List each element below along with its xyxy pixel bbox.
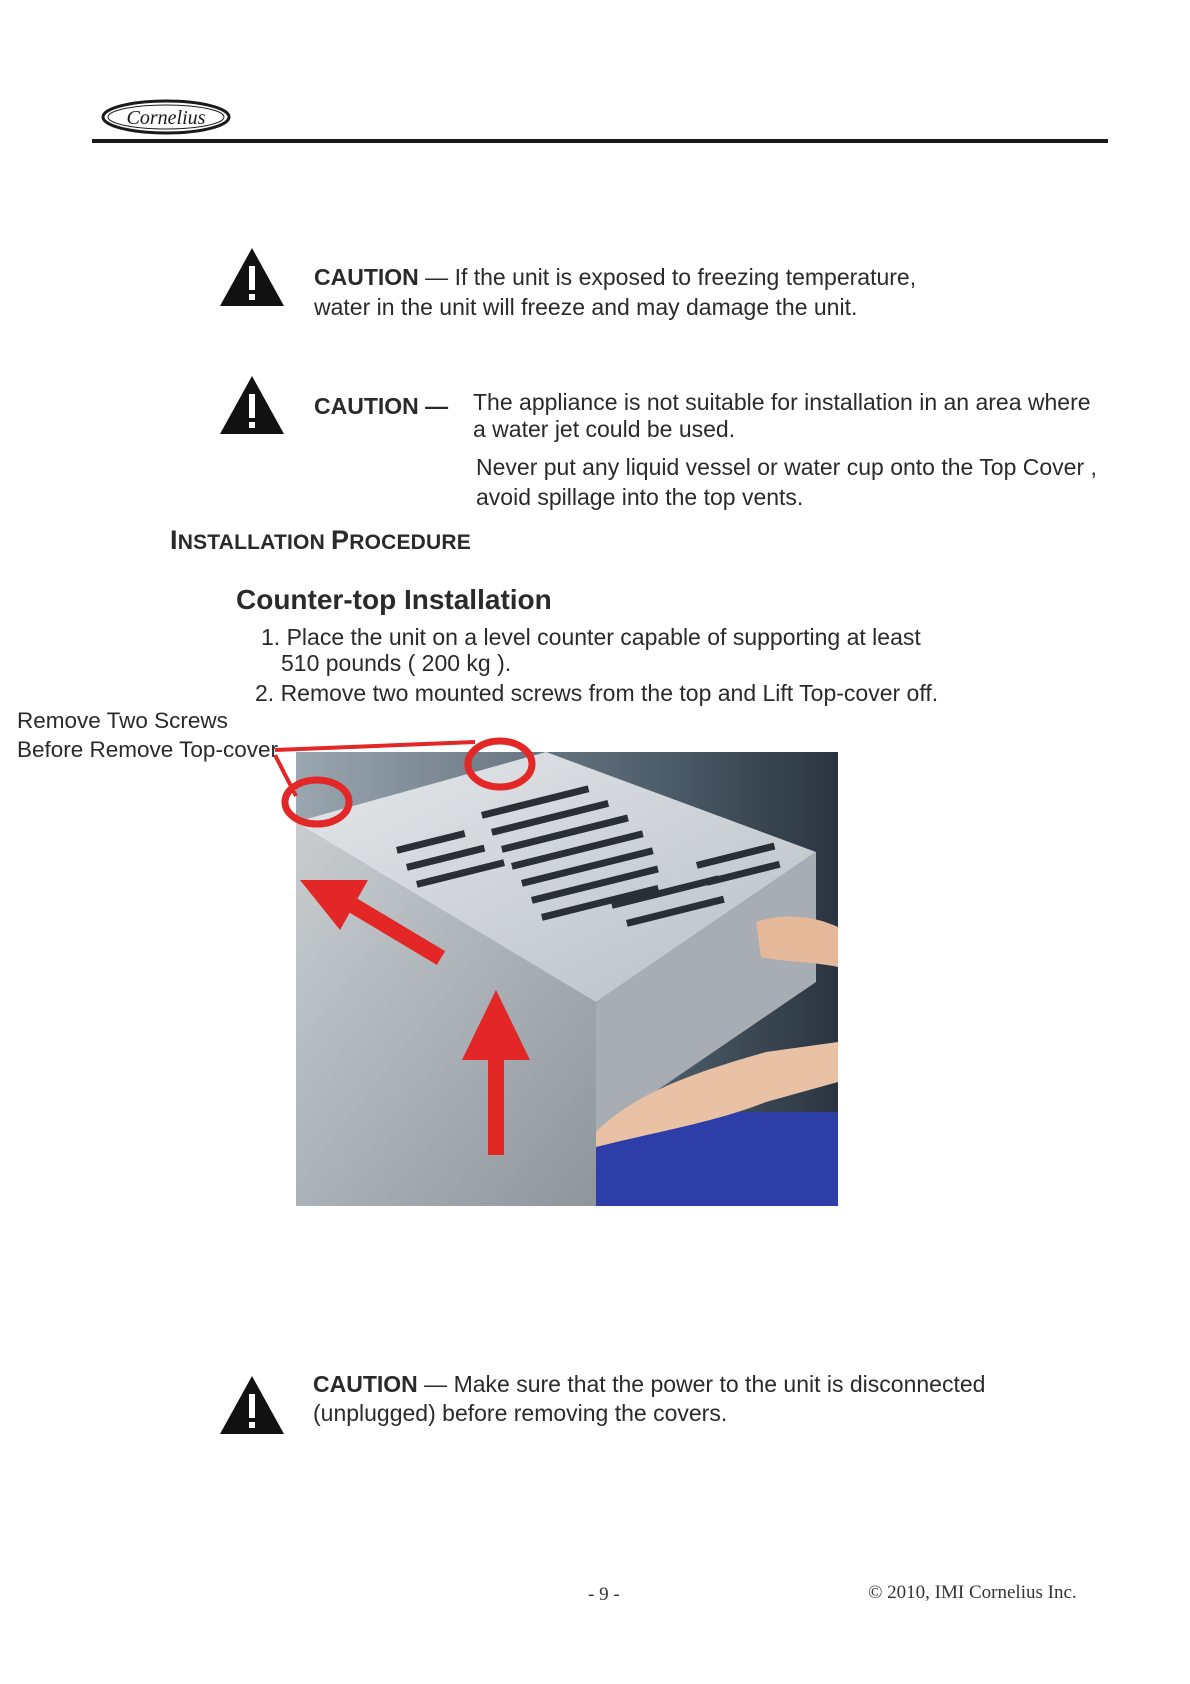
caution-dash: —	[424, 1371, 448, 1397]
header-rule	[92, 139, 1108, 143]
caution-label: CAUTION	[314, 264, 419, 290]
figure-note-line2: Before Remove Top-cover	[17, 737, 278, 762]
caution-label: CAUTION	[313, 1371, 418, 1397]
step-1-line1: 1. Place the unit on a level counter capable of supporting at least	[261, 624, 921, 650]
warning-icon	[218, 374, 286, 436]
caution-2-line1: The appliance is not suitable for installation in an area where	[473, 389, 1091, 415]
warning-icon	[218, 1374, 286, 1436]
caution-dash: —	[425, 264, 449, 290]
caution-label: CAUTION —	[314, 393, 449, 419]
logo-text: Cornelius	[126, 107, 206, 129]
unit-photo	[296, 752, 838, 1206]
copyright: © 2010, IMI Cornelius Inc.	[868, 1582, 1077, 1603]
warning-icon	[218, 246, 286, 308]
caution-text: Make sure that the power to the unit is disconnected	[453, 1371, 986, 1397]
subsection-title: Counter-top Installation	[236, 584, 552, 615]
step-2-line1: 2. Remove two mounted screws from the top and Lift Top-cover off.	[255, 680, 939, 706]
callout-line	[275, 742, 475, 750]
step-1-line2: 510 pounds ( 200 kg ).	[281, 650, 512, 676]
cornelius-logo	[100, 96, 232, 138]
callout-line	[275, 755, 296, 796]
figure-note-line1: Remove Two Screws	[17, 708, 228, 733]
section-title: INSTALLATION PROCEDURE	[170, 525, 471, 555]
caution-2-line4: avoid spillage into the top vents.	[476, 484, 804, 510]
caution-3-line2: (unplugged) before removing the covers.	[313, 1400, 728, 1426]
caution-1-line2: water in the unit will freeze and may damage the unit.	[314, 294, 858, 320]
caution-2-line2: a water jet could be used.	[473, 416, 736, 442]
caution-1-line1	[314, 262, 916, 292]
caution-2-line3: Never put any liquid vessel or water cup onto the Top Cover ,	[476, 454, 1097, 480]
page-number: - 9 -	[588, 1584, 620, 1605]
caution-text: If the unit is exposed to freezing temperature,	[454, 264, 917, 290]
caution-3-line1	[313, 1369, 985, 1399]
